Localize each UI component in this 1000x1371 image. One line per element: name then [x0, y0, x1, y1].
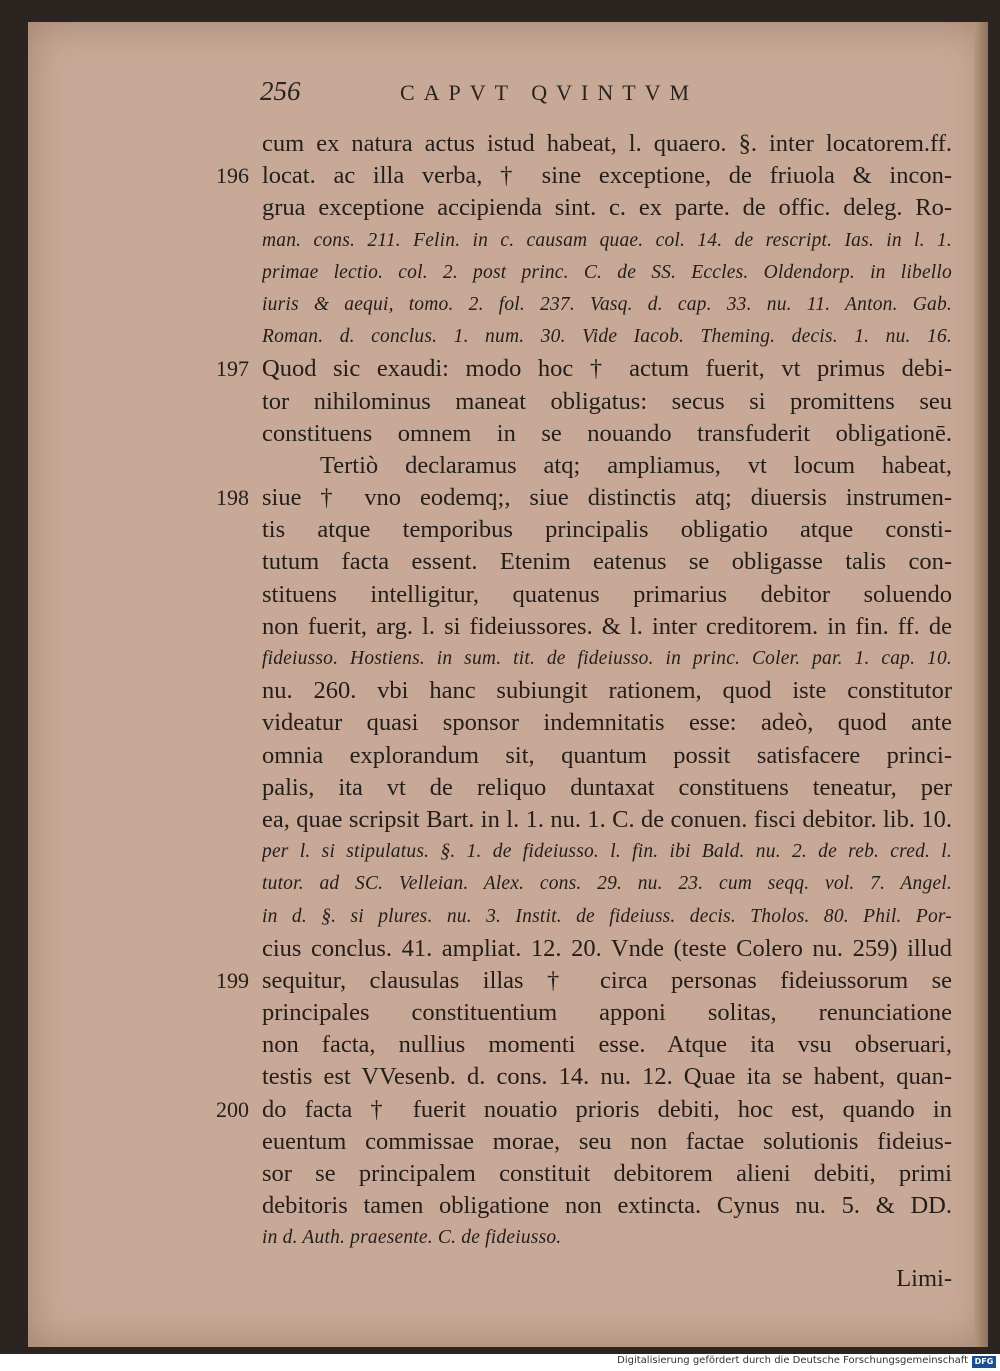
line-text: omnia explorandum sit, quantum possit satisfacere princi-: [262, 741, 952, 769]
line-text: tutor. ad SC. Velleian. Alex. cons. 29. nu. 23. cum seqq. vol. 7. Angel.: [262, 873, 952, 895]
text-line: [216, 482, 952, 514]
dfg-logo: DFG: [972, 1356, 996, 1368]
line-text: debitoris tamen obligatione non extincta. Cynus nu. 5. & DD.: [262, 1192, 952, 1220]
line-text: tutum facta essent. Etenim eatenus se obligasse talis con-: [262, 548, 952, 576]
text-line: [262, 1158, 952, 1190]
text-line: [262, 997, 952, 1029]
text-line: [262, 707, 952, 739]
line-text: tor nihilominus maneat obligatus: secus si promittens seu: [262, 387, 952, 415]
line-text: constituens omnem in se nouando transfuderit obligationē.: [262, 419, 952, 447]
line-text: ea, quae scripsit Bart. in l. 1. nu. 1. C. de conuen. fisci debitor. lib. 10.: [262, 805, 952, 833]
margin-number: 198: [216, 485, 249, 511]
text-line: [262, 225, 952, 257]
text-line: [216, 1094, 952, 1126]
line-text: fideiusso. Hostiens. in sum. tit. de fideiusso. in princ. Coler. par. 1. cap. 10.: [262, 648, 952, 669]
margin-number: 200: [216, 1096, 249, 1122]
text-line: [262, 546, 952, 578]
margin-number: 196: [216, 163, 249, 189]
text-line: [262, 675, 952, 707]
text-line: [262, 772, 952, 804]
line-text: Tertiò declaramus atq; ampliamus, vt locum habeat,: [320, 451, 952, 479]
line-text: videatur quasi sponsor indemnitatis esse: adeò, quod ante: [262, 709, 952, 737]
text-line: [262, 611, 952, 643]
text-line: [262, 1222, 952, 1254]
text-line: [262, 804, 952, 836]
page-number: 256: [260, 76, 301, 106]
line-text: locat. ac illa verba, † sine exceptione, de friuola & incon-: [262, 162, 952, 190]
page-edge: [974, 22, 988, 1347]
line-text: sequitur, clausulas illas † circa personas fideiussorum se: [262, 966, 952, 994]
line-text: testis est VVesenb. d. cons. 14. nu. 12. Quae ita se habent, quan-: [262, 1063, 952, 1091]
text-line: [216, 353, 952, 385]
funding-note: Digitalisierung gefördert durch die Deutsche Forschungsgemeinschaft: [617, 1355, 968, 1366]
margin-number: 199: [216, 967, 249, 993]
line-text: sor se principalem constituit debitorem alieni debiti, primi: [262, 1160, 952, 1187]
text-line: [262, 1190, 952, 1222]
text-line: [262, 450, 952, 482]
text-line: [262, 740, 952, 772]
catchword: Limi-: [896, 1264, 952, 1292]
line-text: in d. §. si plures. nu. 3. Instit. de fideiuss. decis. Tholos. 80. Phil. Por-: [262, 905, 952, 927]
line-text: principales constituentium apponi solitas, renunciatione: [262, 999, 952, 1027]
line-text: nu. 260. vbi hanc subiungit rationem, quod iste constitutor: [262, 677, 952, 705]
line-text: cum ex natura actus istud habeat, l. quaero. §. inter locatorem.ff.: [262, 130, 952, 157]
text-line: [262, 1029, 952, 1061]
text-line: [262, 643, 952, 675]
text-line: [262, 386, 952, 418]
text-line: [262, 901, 952, 933]
text-line: [262, 418, 952, 450]
text-line: [216, 160, 952, 192]
line-text: non facta, nullius momenti esse. Atque ita vsu obseruari,: [262, 1031, 952, 1059]
line-text: in d. Auth. praesente. C. de fideiusso.: [262, 1227, 562, 1249]
text-line: [262, 321, 952, 353]
text-line: [262, 933, 952, 965]
main-text: [216, 128, 952, 1295]
line-text: Roman. d. conclus. 1. num. 30. Vide Iacob. Theming. decis. 1. nu. 16.: [262, 326, 952, 348]
text-line: [216, 965, 952, 997]
line-text: iuris & aequi, tomo. 2. fol. 237. Vasq. d. cap. 33. nu. 11. Anton. Gab.: [262, 293, 952, 315]
text-line: [262, 868, 952, 900]
text-line: [262, 257, 952, 289]
chapter-title: CAPVT QVINTVM: [400, 80, 699, 105]
margin-number: 197: [216, 356, 249, 382]
text-line: [262, 836, 952, 868]
line-text: man. cons. 211. Felin. in c. causam quae. col. 14. de rescript. Ias. in l. 1.: [262, 229, 952, 251]
text-line: [262, 289, 952, 321]
line-text: do facta † fuerit nouatio prioris debiti, hoc est, quando in: [262, 1095, 952, 1123]
line-text: stituens intelligitur, quatenus primarius debitor soluendo: [262, 580, 952, 608]
line-text: per l. si stipulatus. §. 1. de fideiusso. l. fin. ibi Bald. nu. 2. de reb. cred. l.: [262, 841, 952, 863]
footer-bar: [0, 1354, 1000, 1371]
line-text: primae lectio. col. 2. post princ. C. de SS. Eccles. Oldendorp. in libello: [262, 261, 952, 283]
text-line: [262, 579, 952, 611]
line-text: Quod sic exaudi: modo hoc † actum fuerit, vt primus debi-: [262, 355, 952, 383]
text-line: [262, 514, 952, 546]
line-text: euentum commissae morae, seu non factae solutionis fideius-: [262, 1127, 952, 1155]
line-text: non fuerit, arg. l. si fideiussores. & l. inter creditorem. in fin. ff. de: [262, 612, 952, 640]
line-text: tis atque temporibus principalis obligatio atque consti-: [262, 516, 952, 544]
text-line: [262, 1061, 952, 1093]
line-text: siue † vno eodemq;, siue distinctis atq; diuersis instrumen-: [262, 484, 952, 512]
line-text: palis, ita vt de reliquo duntaxat constituens teneatur, per: [262, 773, 952, 801]
line-text: cius conclus. 41. ampliat. 12. 20. Vnde (teste Colero nu. 259) illud: [262, 934, 952, 962]
line-text: grua exceptione accipienda sint. c. ex parte. de offic. deleg. Ro-: [262, 194, 952, 222]
running-head: [260, 76, 860, 116]
text-line: [262, 192, 952, 224]
text-line: [262, 128, 952, 160]
text-line: [262, 1126, 952, 1158]
